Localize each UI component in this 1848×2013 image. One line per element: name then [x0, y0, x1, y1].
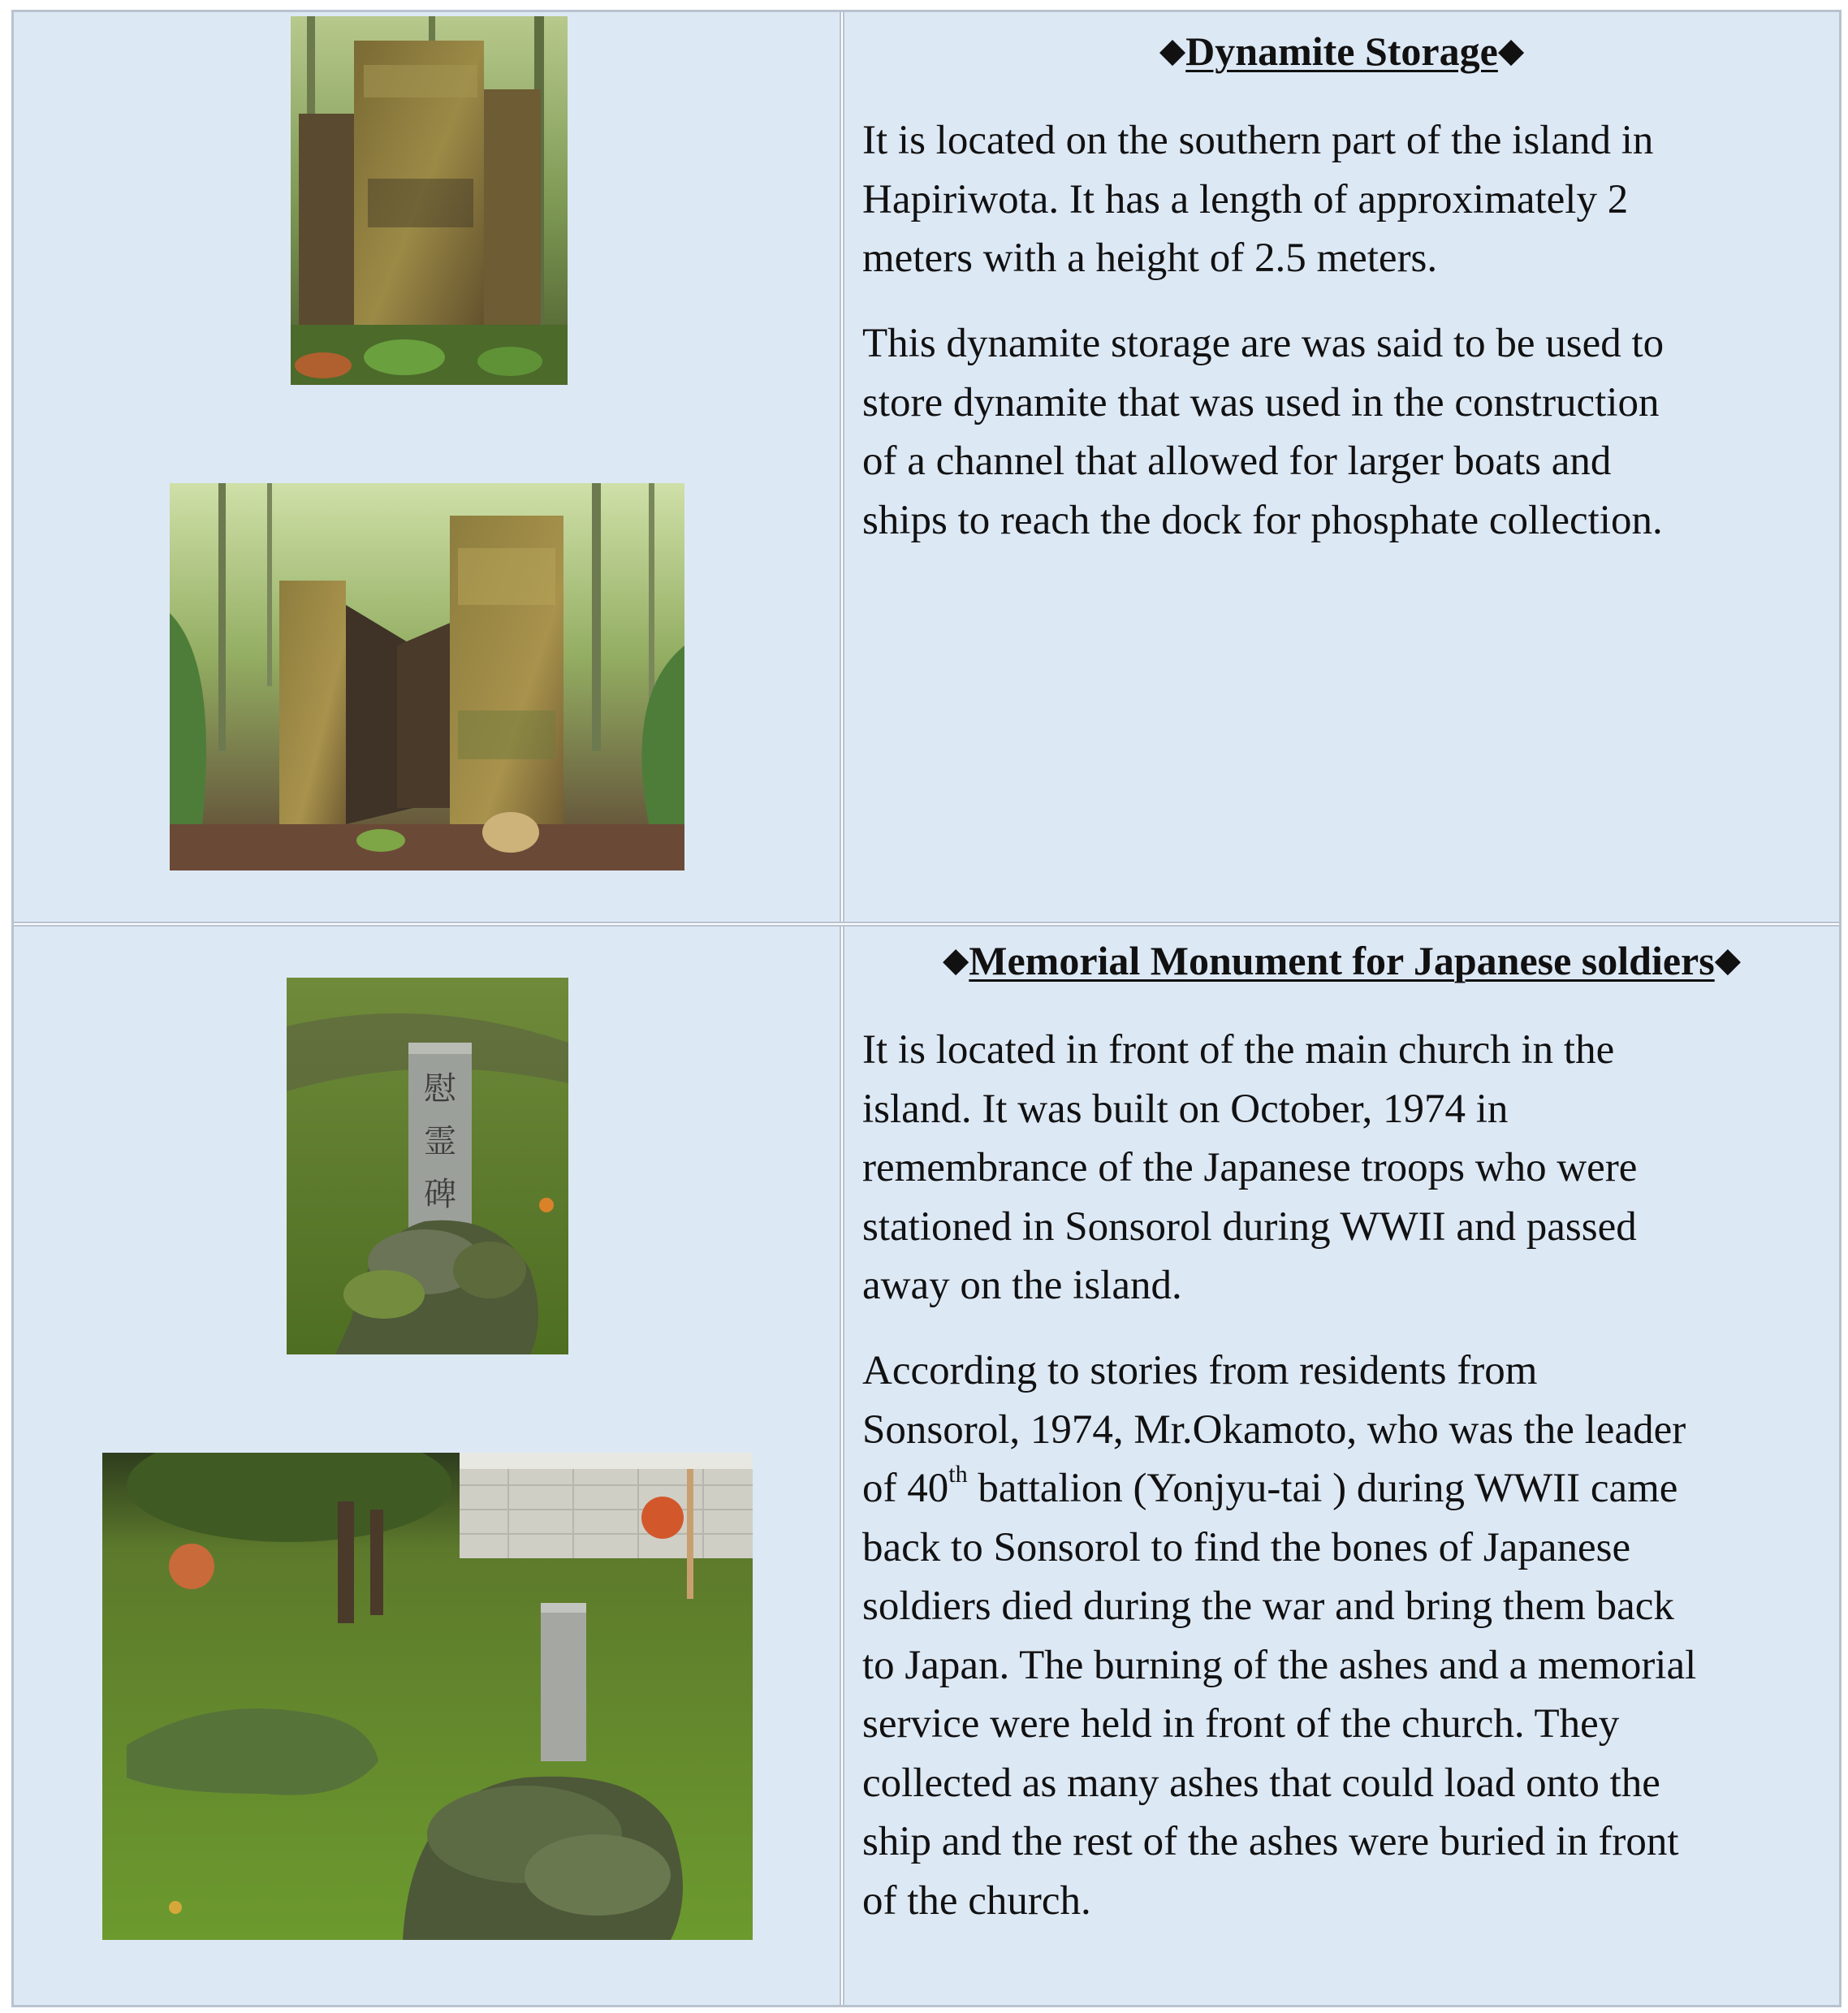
paragraph-text: battalion (Yonjyu-tai ) during WWII came back to Sonsorol to find the bones of Japanese soldiers died during the war and bring them back to Japan. The burning of the ashes and a memorial service were held in front of the church. They collected as many ashes that could load onto the ship and the rest of the ashes were buried in front of the church.	[862, 1466, 1697, 1924]
section-title: Dynamite Storage	[1185, 28, 1498, 74]
column-divider	[840, 12, 844, 2005]
dynamite-storage-photo-1	[291, 16, 568, 385]
memorial-text-cell	[844, 927, 1839, 2005]
svg-text:慰: 慰	[424, 1070, 456, 1108]
memorial-monument-photo-1	[287, 978, 568, 1354]
paragraph: It is located in front of the main church in the island. It was built on October, 1974 in remembrance of the Japanese troops who were stationed in Sonsorol during WWII and passed away on the island.	[862, 1027, 1638, 1308]
diamond-icon: ◆	[942, 942, 969, 979]
dynamite-photos-cell	[14, 12, 840, 922]
document-table	[11, 10, 1842, 2007]
superscript: th	[948, 1461, 968, 1488]
dynamite-text-cell	[844, 12, 1839, 922]
diamond-icon: ◆	[1714, 942, 1742, 979]
row-divider	[14, 922, 1839, 927]
paragraph	[862, 1341, 1833, 1930]
svg-text:霊: 霊	[424, 1123, 456, 1160]
section-heading	[844, 936, 1839, 985]
memorial-photos-cell	[14, 927, 840, 2005]
section-title: Memorial Monument for Japanese soldiers	[969, 938, 1715, 983]
paragraph: It is located on the southern part of the island in Hapiriwota. It has a length of approximately 2 meters with a height of 2.5 meters.	[862, 118, 1654, 281]
diamond-icon: ◆	[1159, 32, 1186, 70]
svg-text:碑: 碑	[424, 1176, 456, 1213]
dynamite-storage-photo-2	[170, 483, 684, 870]
memorial-monument-photo-2	[102, 1453, 753, 1940]
diamond-icon: ◆	[1497, 32, 1525, 70]
section-heading	[844, 27, 1839, 76]
paragraph: This dynamite storage are was said to be used to store dynamite that was used in the construction of a channel that allowed for larger boats and ships to reach the dock for phosphate collection.	[862, 321, 1664, 543]
paragraph-text: According to stories from residents from Sonsorol, 1974, Mr.Okamoto, who was the leader of 40	[862, 1348, 1686, 1511]
